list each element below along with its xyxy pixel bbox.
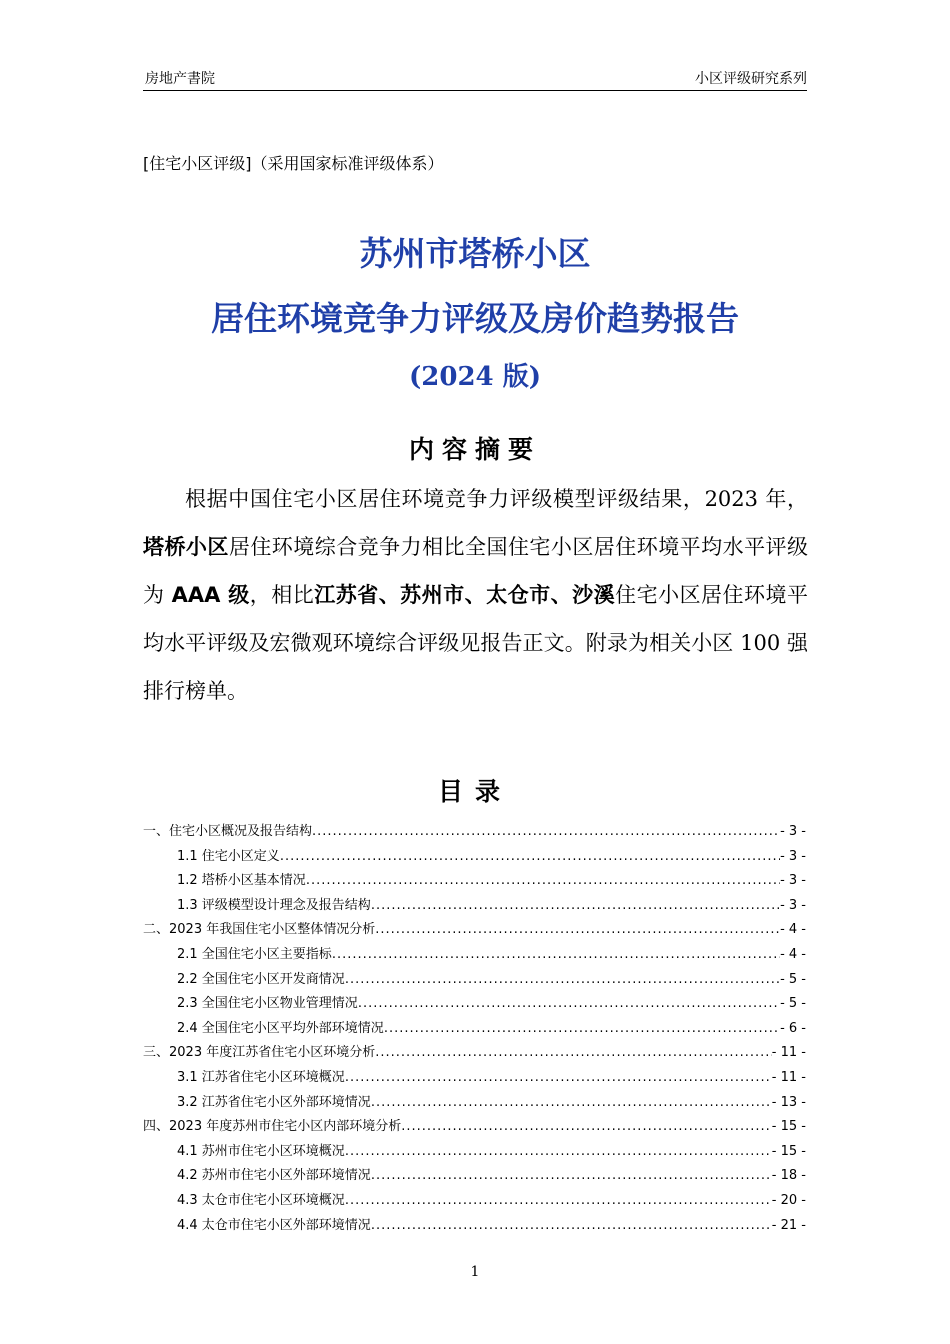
- toc-entry[interactable]: [143, 968, 806, 993]
- toc-entry-page: - 13 -: [771, 1094, 806, 1110]
- toc-leader-dots: [345, 1193, 772, 1208]
- toc-entry[interactable]: [143, 943, 806, 968]
- toc-entry[interactable]: [143, 1214, 806, 1239]
- toc-entry[interactable]: [143, 869, 806, 894]
- table-of-contents: [143, 820, 806, 1238]
- toc-entry-page: - 15 -: [771, 1143, 806, 1159]
- toc-entry-title: 1.2 塔桥小区基本情况: [177, 873, 306, 889]
- summary-highlight-regions: 江苏省、苏州市、太仓市、沙溪: [314, 583, 616, 607]
- toc-entry[interactable]: [143, 1115, 806, 1140]
- toc-entry-title: 1.1 住宅小区定义: [177, 848, 280, 864]
- report-title-line2: 居住环境竞争力评级及房价趋势报告: [211, 299, 739, 338]
- report-title-line1: 苏州市塔桥小区: [359, 234, 591, 273]
- toc-entry-title: 一、住宅小区概况及报告结构: [143, 824, 313, 839]
- toc-entry-title: 2.2 全国住宅小区开发商情况: [177, 971, 345, 987]
- toc-leader-dots: [345, 1070, 772, 1085]
- toc-leader-dots: [401, 1119, 772, 1134]
- toc-entry-title: 3.1 江苏省住宅小区环境概况: [177, 1069, 345, 1085]
- toc-entry-title: 四、2023 年度苏州市住宅小区内部环境分析: [143, 1119, 402, 1135]
- toc-leader-dots: [306, 873, 780, 888]
- toc-entry-page: - 5 -: [780, 971, 806, 987]
- toc-entry-page: - 3 -: [780, 848, 806, 864]
- toc-entry-title: 三、2023 年度江苏省住宅小区环境分析: [143, 1045, 376, 1061]
- toc-entry-page: - 11 -: [771, 1045, 806, 1061]
- toc-leader-dots: [358, 996, 780, 1011]
- toc-entry-page: - 6 -: [780, 1020, 806, 1036]
- summary-heading: 内容摘要: [408, 435, 541, 464]
- toc-entry-title: 1.3 评级模型设计理念及报告结构: [177, 897, 371, 913]
- toc-entry[interactable]: [143, 1066, 806, 1091]
- toc-entry-page: - 5 -: [780, 996, 806, 1012]
- toc-entry[interactable]: [143, 1164, 806, 1189]
- toc-entry-page: - 15 -: [771, 1119, 806, 1135]
- toc-leader-dots: [371, 1095, 772, 1110]
- toc-leader-dots: [384, 1021, 780, 1036]
- toc-entry[interactable]: [143, 918, 806, 943]
- summary-body: [143, 475, 808, 715]
- toc-leader-dots: [332, 947, 780, 962]
- toc-leader-dots: [280, 849, 780, 864]
- toc-entry-title: 4.1 苏州市住宅小区环境概况: [177, 1143, 345, 1159]
- toc-entry-page: - 3 -: [780, 824, 806, 839]
- toc-entry[interactable]: [143, 820, 806, 845]
- toc-leader-dots: [375, 1045, 772, 1060]
- toc-leader-dots: [345, 972, 780, 987]
- toc-entry-page: - 3 -: [780, 873, 806, 889]
- toc-entry-page: - 18 -: [771, 1168, 806, 1184]
- toc-entry-title: 4.4 太仓市住宅小区外部环境情况: [177, 1217, 371, 1233]
- summary-paragraph: [143, 475, 808, 715]
- toc-entry[interactable]: [143, 1189, 806, 1214]
- summary-text-2: 居住环境综合竞争力相比全国住宅小区居住环境平均水平评级为: [143, 535, 809, 607]
- toc-entry[interactable]: [143, 992, 806, 1017]
- summary-highlight-rating: AAA 级: [171, 583, 250, 607]
- toc-leader-dots: [312, 824, 780, 839]
- page-header: [143, 66, 807, 91]
- toc-entry[interactable]: [143, 1041, 806, 1066]
- toc-entry-title: 2.3 全国住宅小区物业管理情况: [177, 996, 358, 1012]
- toc-heading: 目录: [437, 777, 512, 806]
- toc-entry[interactable]: [143, 1140, 806, 1165]
- toc-entry-title: 二、2023 年我国住宅小区整体情况分析: [143, 922, 376, 938]
- toc-entry-title: 2.4 全国住宅小区平均外部环境情况: [177, 1020, 384, 1036]
- toc-entry-page: - 4 -: [780, 946, 806, 962]
- summary-text-3: ，相比: [249, 583, 315, 607]
- toc-leader-dots: [345, 1144, 772, 1159]
- report-edition: (2024 版): [408, 362, 542, 392]
- summary-text-4: 住宅小区居住环境平均水平评级及宏微观环境综合评级见报告正文。附录为相关小区 100 强排行榜单。: [143, 583, 809, 703]
- header-series: 小区评级研究系列: [695, 71, 807, 87]
- toc-entry[interactable]: [143, 894, 806, 919]
- toc-entry-title: 2.1 全国住宅小区主要指标: [177, 946, 332, 962]
- toc-entry-page: - 20 -: [771, 1192, 806, 1208]
- toc-entry-page: - 3 -: [780, 897, 806, 913]
- report-category: [住宅小区评级]（采用国家标准评级体系）: [143, 154, 444, 173]
- toc-entry[interactable]: [143, 1017, 806, 1042]
- toc-entry-page: - 4 -: [780, 922, 806, 938]
- toc-entry-title: 3.2 江苏省住宅小区外部环境情况: [177, 1094, 371, 1110]
- page-number: 1: [470, 1264, 480, 1280]
- toc-entry[interactable]: [143, 845, 806, 870]
- toc-leader-dots: [375, 922, 780, 937]
- summary-highlight-community: 塔桥小区: [143, 535, 229, 559]
- summary-text-1: 根据中国住宅小区居住环境竞争力评级模型评级结果，2023 年，: [185, 487, 808, 511]
- toc-entry-page: - 11 -: [771, 1069, 806, 1085]
- toc-entry-page: - 21 -: [771, 1217, 806, 1233]
- toc-leader-dots: [371, 1218, 772, 1233]
- toc-entry-title: 4.3 太仓市住宅小区环境概况: [177, 1192, 345, 1208]
- header-publisher: 房地产書院: [145, 71, 215, 87]
- toc-leader-dots: [371, 898, 780, 913]
- toc-leader-dots: [371, 1168, 772, 1183]
- toc-entry[interactable]: [143, 1091, 806, 1116]
- toc-entry-title: 4.2 苏州市住宅小区外部环境情况: [177, 1168, 371, 1184]
